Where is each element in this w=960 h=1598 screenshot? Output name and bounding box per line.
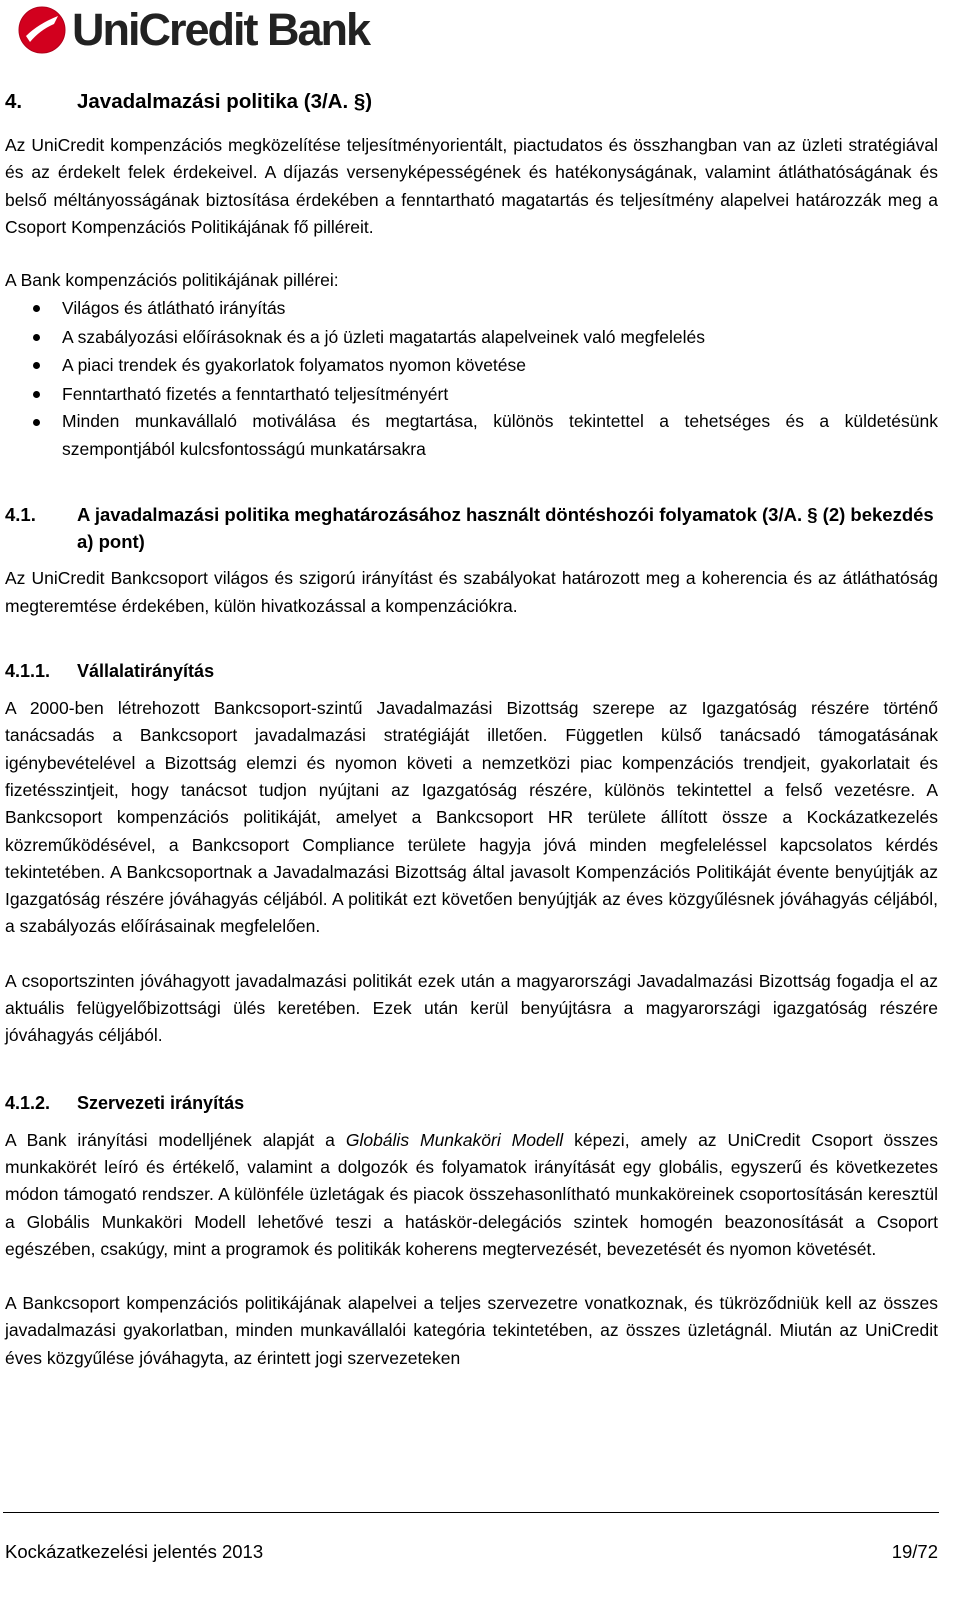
footer-divider — [3, 1512, 939, 1513]
section-4-heading — [5, 88, 938, 116]
pillars-list — [5, 294, 938, 463]
section-number: 4.1.1. — [5, 661, 51, 682]
footer-report-title: Kockázatkezelési jelentés 2013 — [5, 1541, 264, 1562]
section-4-1-heading — [5, 501, 938, 555]
header-logo — [18, 5, 369, 55]
section-4-1-1-paragraph-1: A 2000-ben létrehozott Bankcsoport-szintű Javadalmazási Bizottság szerepe az Igazgatóság részére történő tanácsadás a Bankcsoport javadalmazási stratégiáját illetően. Független külső tanácsadó támogatásának igénybevételével a Bizottság elemzi és nyomon követi a nemzetközi piac kompenzációs trendjeit, gyakorlatait és fizetésszintjeit, hogy tanácsot tudjon nyújtani az Igazgatóság részére, különös tekintettel a felső vezetésre. A Bankcsoport kompenzációs politikáját, amelyet a Bankcsoport HR területe állított össze a Kockázatkezelés közreműködésével, a Bankcsoport Compliance területe hagyja jóvá minden megfeleléssel kapcsolatos kérdés tekintetében. A Bankcsoportnak a Javadalmazási Bizottság által javasolt Kompenzációs Politikáját évente benyújtják az Igazgatóság részére jóváhagyás céljából. A politikát ezt követően benyújtják az éves közgyűlésnek jóváhagyás céljából, a szabályozás előírásainak megfelelően. — [5, 698, 938, 937]
unicredit-logo-icon — [18, 6, 66, 54]
document-body — [5, 88, 938, 1372]
section-4-paragraph: Az UniCredit kompenzációs megközelítése teljesítményorientált, piactudatos és összhangban van az üzleti stratégiával és az érdekelt felek érdekeivel. A díjazás versenyképességének és hatékonyságának, valamint átláthatóságának és belső méltányosságának biztosítása érdekében a fenntartható magatartás és teljesítmény alapelvei határozzák meg a Csoport Kompenzációs Politikájának fő pilléreit. — [5, 135, 938, 237]
footer-page-number: 19/72 — [891, 1541, 938, 1562]
list-item: Minden munkavállaló motiválása és megtartása, különös tekintettel a tehetséges és a küldetésünk szempontjából kulcsfontosságú munkatársakra — [5, 408, 938, 463]
pillars-intro: A Bank kompenzációs politikájának pillérei: — [5, 270, 339, 291]
section-4-1-2-heading — [5, 1090, 938, 1117]
section-title: Vállalatirányítás — [77, 661, 215, 682]
section-4-1-2-paragraph-1 — [5, 1127, 938, 1263]
list-item: A piaci trendek és gyakorlatok folyamatos nyomon követése — [5, 351, 938, 380]
section-4-1-2-paragraph-2: A Bankcsoport kompenzációs politikájának alapelvei a teljes szervezetre vonatkoznak, és tükröződniük kell az összes javadalmazási gyakorlatban, minden munkavállalói kategória tekintetében, az összes üzletágnál. Miután az UniCredit éves közgyűlése jóváhagyta, az érintett jogi szervezeteken — [5, 1293, 938, 1368]
section-title: Szervezeti irányítás — [77, 1092, 245, 1113]
section-4-1-1-paragraph-2: A csoportszinten jóváhagyott javadalmazási politikát ezek után a magyarországi Javadalmazási Bizottság fogadja el az aktuális felügyelőbizottsági ülés keretében. Ezek után kerül benyújtásra a magyarországi igazgatóság részére jóváhagyás céljából. — [5, 970, 938, 1046]
section-number: 4.1. — [5, 504, 36, 526]
list-item: Fenntartható fizetés a fenntartható teljesítményért — [5, 380, 938, 409]
text-run: A Bank irányítási modelljének alapját a — [5, 1129, 346, 1150]
text-run: képezi, amely az UniCredit Csoport összes munkakörét leíró és értékelő, valamint a dolgozók és folyamatok irányítását egy globális, egyszerű és következetes módon támogató rendszer. A különféle üzletágak és piacok összehasonlítható munkaköreinek csoportosításán keresztül a Globális Munkaköri Modell lehetővé teszi a hatáskör-delegációs szintek homogén beazonosítását a Csoport egészében, csakúgy, mint a programok és politikák koherens megtervezését, bevezetését és nyomon követését. — [5, 1129, 939, 1259]
logo-text: UniCredit Bank — [72, 4, 370, 55]
section-title: Javadalmazási politika (3/A. §) — [77, 90, 373, 113]
list-item: A szabályozási előírásoknak és a jó üzleti magatartás alapelveinek való megfelelés — [5, 323, 938, 352]
emphasized-term: Globális Munkaköri Modell — [345, 1129, 564, 1150]
section-4-1-paragraph: Az UniCredit Bankcsoport világos és szigorú irányítást és szabályokat határozott meg a koherencia és az átláthatóság megteremtése érdekében, külön hivatkozással a kompenzációkra. — [5, 568, 938, 616]
section-number: 4.1.2. — [5, 1092, 51, 1113]
section-title: A javadalmazási politika meghatározásához használt döntéshozói folyamatok (3/A. § (2) bekezdés a) pont) — [77, 504, 934, 553]
list-item: Világos és átlátható irányítás — [5, 294, 938, 323]
section-4-1-1-heading — [5, 658, 938, 685]
section-number: 4. — [5, 90, 23, 113]
